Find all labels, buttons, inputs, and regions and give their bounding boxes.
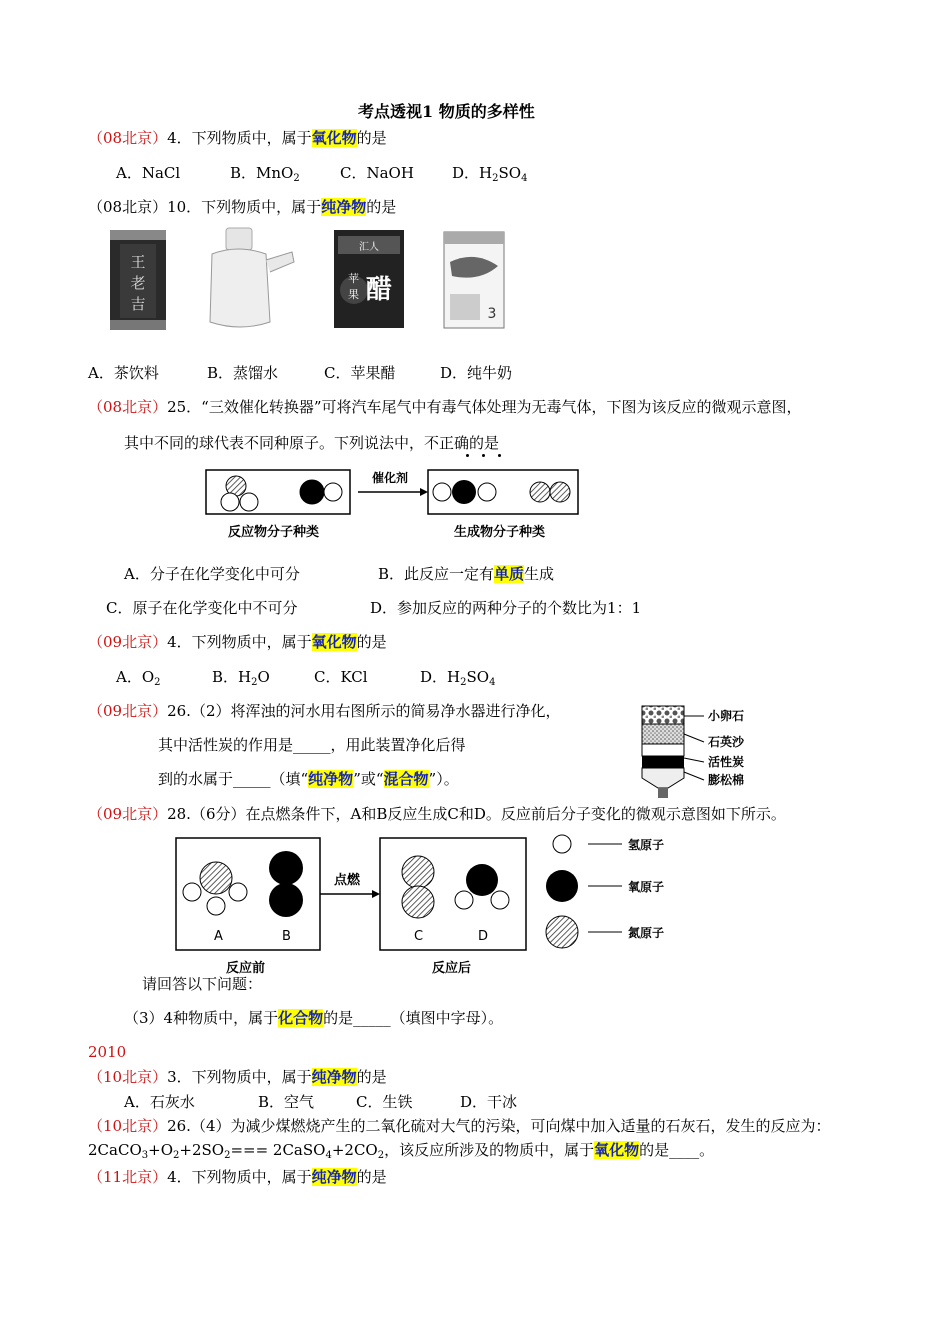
source-tag: （10北京） (88, 1117, 168, 1135)
option-a: A．NaCl (116, 164, 181, 182)
svg-text:老: 老 (130, 274, 146, 292)
letter-c: C (414, 929, 424, 944)
emphasis-dot (482, 454, 485, 457)
option-b: B．蒸馏水 (207, 364, 279, 382)
question-09-4: （09北京）4．下列物质中，属于氧化物的是 (88, 633, 387, 651)
option-c: C．原子在化学变化中不可分 (106, 599, 298, 617)
page-title: 考点透视1 物质的多样性 (358, 102, 535, 121)
option-d: D．纯牛奶 (440, 364, 513, 382)
hydrogen-atom-legend (553, 835, 571, 853)
option-d: D．参加反应的两种分子的个数比为1：1 (370, 599, 642, 617)
keyword-highlight: 氧化物 (311, 633, 357, 651)
svg-text:3: 3 (487, 306, 497, 322)
emphasis-dot (466, 454, 469, 457)
vinegar-box-image (334, 230, 404, 328)
source-tag: （09北京） (88, 702, 168, 720)
option-b: B．$H_2O$ (212, 668, 270, 688)
question-08-25: （08北京）25．“三效催化转换器”可将汽车尾气中有毒气体处理为无毒气体，下图为该反应的微观示意图， (88, 398, 802, 416)
emphasis-dot (498, 454, 501, 457)
keyword-highlight: 纯净物 (311, 1068, 357, 1086)
combustion-reaction-diagram (170, 830, 690, 978)
option-d: D．干冰 (460, 1093, 518, 1111)
source-tag: （08北京） (88, 398, 168, 416)
option-c: C．NaOH (340, 164, 414, 182)
question-line3: 到的水属于_____（填“纯净物”或“混合物”）。 (158, 770, 459, 788)
option-c: C．苹果醋 (324, 364, 396, 382)
svg-text:氧原子: 氧原子 (628, 880, 665, 894)
catalytic-reaction-diagram (200, 466, 590, 542)
option-a: A．茶饮料 (88, 364, 159, 382)
question-10-26: （10北京）26.（4）为减少煤燃烧产生的二氧化硫对大气的污染，可向煤中加入适量的石灰石，发生的反应为： (88, 1117, 831, 1135)
svg-text:活性炭: 活性炭 (708, 755, 745, 769)
nitrogen-atom-legend (546, 916, 578, 948)
source-tag: （09北京） (88, 633, 168, 651)
question-stem: 4．下列物质中，属于 (167, 129, 312, 147)
question-line2: 其中活性炭的作用是_____，用此装置净化后得 (158, 736, 466, 754)
svg-text:醋: 醋 (366, 275, 393, 305)
arrow-label: 催化剂 (372, 471, 409, 485)
keyword-highlight: 纯净物 (321, 198, 367, 216)
question-08-10: （08北京）10．下列物质中，属于纯净物的是 (88, 198, 397, 216)
svg-text:石英沙: 石英沙 (708, 735, 745, 749)
question-09-26: （09北京）26.（2）将浑浊的河水用右图所示的简易净水器进行净化， (88, 702, 561, 720)
source-tag: （11北京） (88, 1168, 168, 1186)
svg-text:吉: 吉 (130, 295, 146, 313)
question-10-3: （10北京）3．下列物质中，属于纯净物的是 (88, 1068, 387, 1086)
svg-text:汇人: 汇人 (359, 242, 379, 253)
question-09-28: （09北京）28.（6分）在点燃条件下，A和B反应生成C和D。反应前后分子变化的微观示意图如下所示。 (88, 805, 786, 823)
keyword-highlight: 化合物 (278, 1009, 324, 1027)
source-tag: （10北京） (88, 1068, 168, 1086)
svg-text:王: 王 (130, 253, 146, 271)
option-d: D．$H_2SO_4$ (420, 668, 496, 688)
letter-a: A (214, 929, 223, 944)
option-c: C．KCl (314, 668, 368, 686)
question-08-4: （08北京）4．下列物质中，属于氧化物的是 (88, 129, 387, 147)
keyword-highlight: 氧化物 (594, 1141, 640, 1159)
before-caption: 反应前 (226, 961, 266, 976)
option-b: B．空气 (258, 1093, 315, 1111)
sub-question-3: （3）4种物质中，属于化合物的是_____（填图中字母）。 (124, 1009, 504, 1027)
keyword-highlight: 单质 (494, 565, 525, 583)
svg-text:小卵石: 小卵石 (708, 709, 745, 723)
arrow-label: 点燃 (334, 873, 361, 888)
source-tag: （08北京） (88, 129, 168, 147)
option-c: C．生铁 (356, 1093, 413, 1111)
keyword-highlight: 氧化物 (311, 129, 357, 147)
keyword-highlight: 混合物 (383, 770, 429, 788)
keyword-highlight: 纯净物 (308, 770, 354, 788)
option-b: B．此反应一定有单质生成 (378, 565, 555, 583)
option-a: A．石灰水 (124, 1093, 195, 1111)
source-tag: （08北京） (88, 198, 168, 216)
letter-b: B (282, 929, 291, 944)
option-a: A．$O_2$ (116, 668, 161, 688)
after-caption: 反应后 (432, 961, 472, 976)
chemical-equation-line: $2CaCO_3+O_2+2SO_2===$ $2CaSO_4+2CO_2$，该反应所涉及的物质中，属于氧化物的是____。 (88, 1141, 715, 1161)
svg-text:果: 果 (348, 288, 359, 301)
milk-carton-image (444, 232, 504, 328)
svg-text:氮原子: 氮原子 (628, 926, 665, 940)
water-bottle-image (210, 228, 294, 327)
option-d: D．$H_2SO_4$ (452, 164, 528, 184)
product-images (100, 222, 530, 334)
svg-text:苹: 苹 (348, 272, 359, 285)
reactant-caption: 反应物分子种类 (228, 525, 320, 540)
keyword-highlight: 纯净物 (311, 1168, 357, 1186)
question-stem: 10．下列物质中，属于 (167, 198, 322, 216)
option-b: B．MnO$_2$ (230, 164, 300, 184)
product-caption: 生成物分子种类 (454, 525, 546, 540)
year-heading: 2010 (88, 1043, 127, 1061)
letter-d: D (478, 929, 489, 944)
question-stem-line2: 其中不同的球代表不同种原子。下列说法中，不正确的是 (124, 434, 500, 452)
oxygen-atom-legend (546, 870, 578, 902)
answer-prompt: 请回答以下问题： (142, 975, 263, 993)
water-filter-diagram (632, 702, 762, 806)
source-tag: （09北京） (88, 805, 168, 823)
drink-can-image (110, 230, 166, 330)
question-11-4: （11北京）4．下列物质中，属于纯净物的是 (88, 1168, 387, 1186)
svg-text:氢原子: 氢原子 (628, 838, 665, 852)
svg-text:膨松棉: 膨松棉 (708, 773, 745, 787)
option-a: A．分子在化学变化中可分 (124, 565, 300, 583)
